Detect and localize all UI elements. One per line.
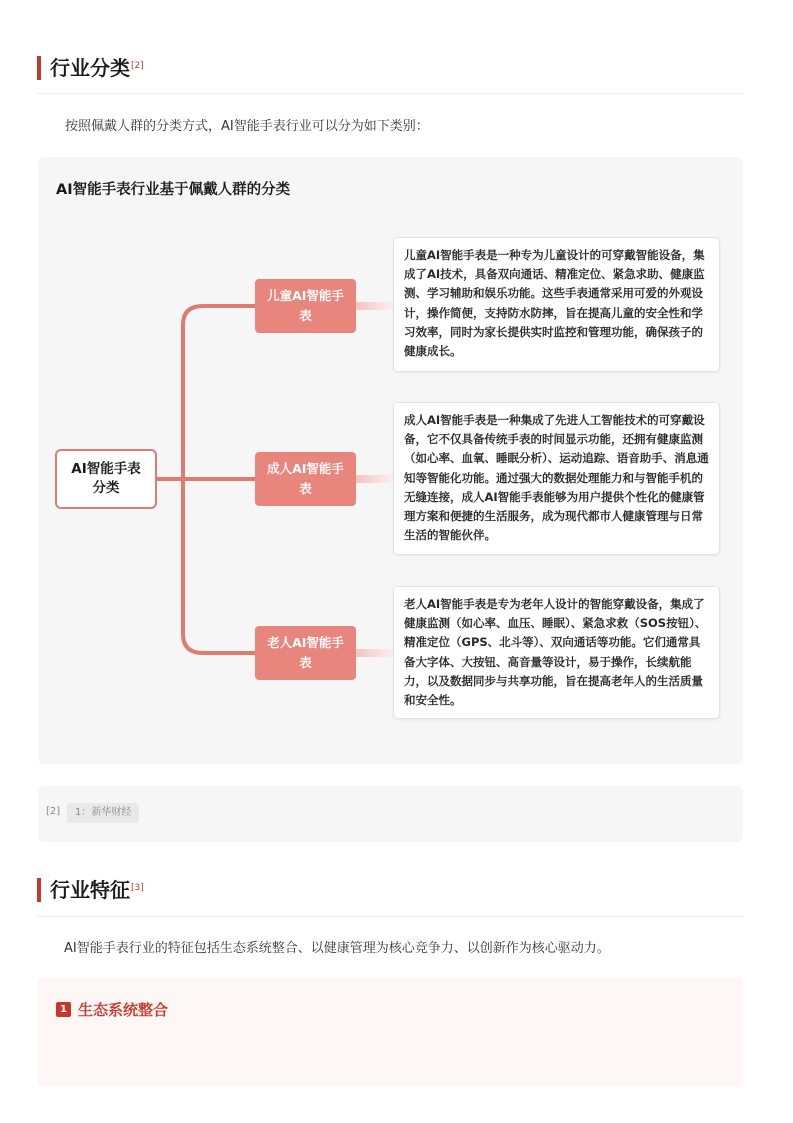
diagram-title: AI智能手表行业基于佩戴人群的分类 xyxy=(56,182,291,198)
description-elderly: 老人AI智能手表是专为老年人设计的智能穿戴设备，集成了健康监测（如心率、血压、睡眠）、紧急求救（SOS按钮）、精准定位（GPS、北斗等）、双向通话等功能。它们通常具备大字体、大按钮、高音量等设计，易于操作，长续航能力，以及数据同步与共享功能，旨在提高老年人的生活质量和安全性。 xyxy=(393,586,720,719)
description-adult: 成人AI智能手表是一种集成了先进人工智能技术的可穿戴设备，它不仅具备传统手表的时间显示功能，还拥有健康监测（如心率、血氧、睡眠分析）、运动追踪、语音助手、消息通知等智能化功能。通过强大的数据处理能力和与智能手机的无缝连接，成人AI智能手表能够为用户提供个性化的健康管理方案和便捷的生活服务，成为现代都市人健康管理与日常生活的智能伙伴。 xyxy=(393,402,720,555)
branch-node-child: 儿童AI智能手表 xyxy=(255,279,356,333)
reference-panel xyxy=(38,786,743,842)
feature-panel xyxy=(38,977,743,1087)
section-title-features xyxy=(37,877,144,903)
fade-link-adult xyxy=(356,475,394,483)
connector-to-child xyxy=(183,306,256,479)
branch-node-adult: 成人AI智能手表 xyxy=(255,452,356,506)
feature-number-badge: 1 xyxy=(56,1002,71,1017)
fade-link-child xyxy=(356,302,394,310)
reference-link[interactable]: [3] xyxy=(131,883,144,893)
features-intro-paragraph: AI智能手表行业的特征包括生态系统整合、以健康管理为核心竞争力、以创新作为核心驱动力。 xyxy=(64,941,610,956)
intro-paragraph: 按照佩戴人群的分类方式，AI智能手表行业可以分为如下类别： xyxy=(65,119,429,134)
fade-link-elderly xyxy=(356,649,394,657)
reference-link[interactable]: [2] xyxy=(131,61,144,71)
root-node: AI智能手表分类 xyxy=(55,449,157,509)
branch-node-elderly: 老人AI智能手表 xyxy=(255,626,356,680)
feature-heading xyxy=(56,999,168,1020)
section-title-text: 行业特征 xyxy=(50,878,130,902)
connector-to-elderly xyxy=(183,479,256,653)
section-title-text: 行业分类 xyxy=(50,56,130,80)
description-child: 儿童AI智能手表是一种专为儿童设计的可穿戴智能设备，集成了AI技术，具备双向通话、精准定位、紧急求助、健康监测、学习辅助和娱乐功能。这些手表通常采用可爱的外观设计，操作简便，支持防水防摔，旨在提高儿童的安全性和学习效率，同时为家长提供实时监控和管理功能，确保孩子的健康成长。 xyxy=(393,237,720,372)
divider xyxy=(37,916,743,917)
reference-source-tag[interactable]: 1：新华财经 xyxy=(67,803,139,823)
feature-label: 生态系统整合 xyxy=(78,1001,169,1019)
reference-number: [2] xyxy=(46,806,61,817)
title-accent-bar xyxy=(37,878,41,902)
